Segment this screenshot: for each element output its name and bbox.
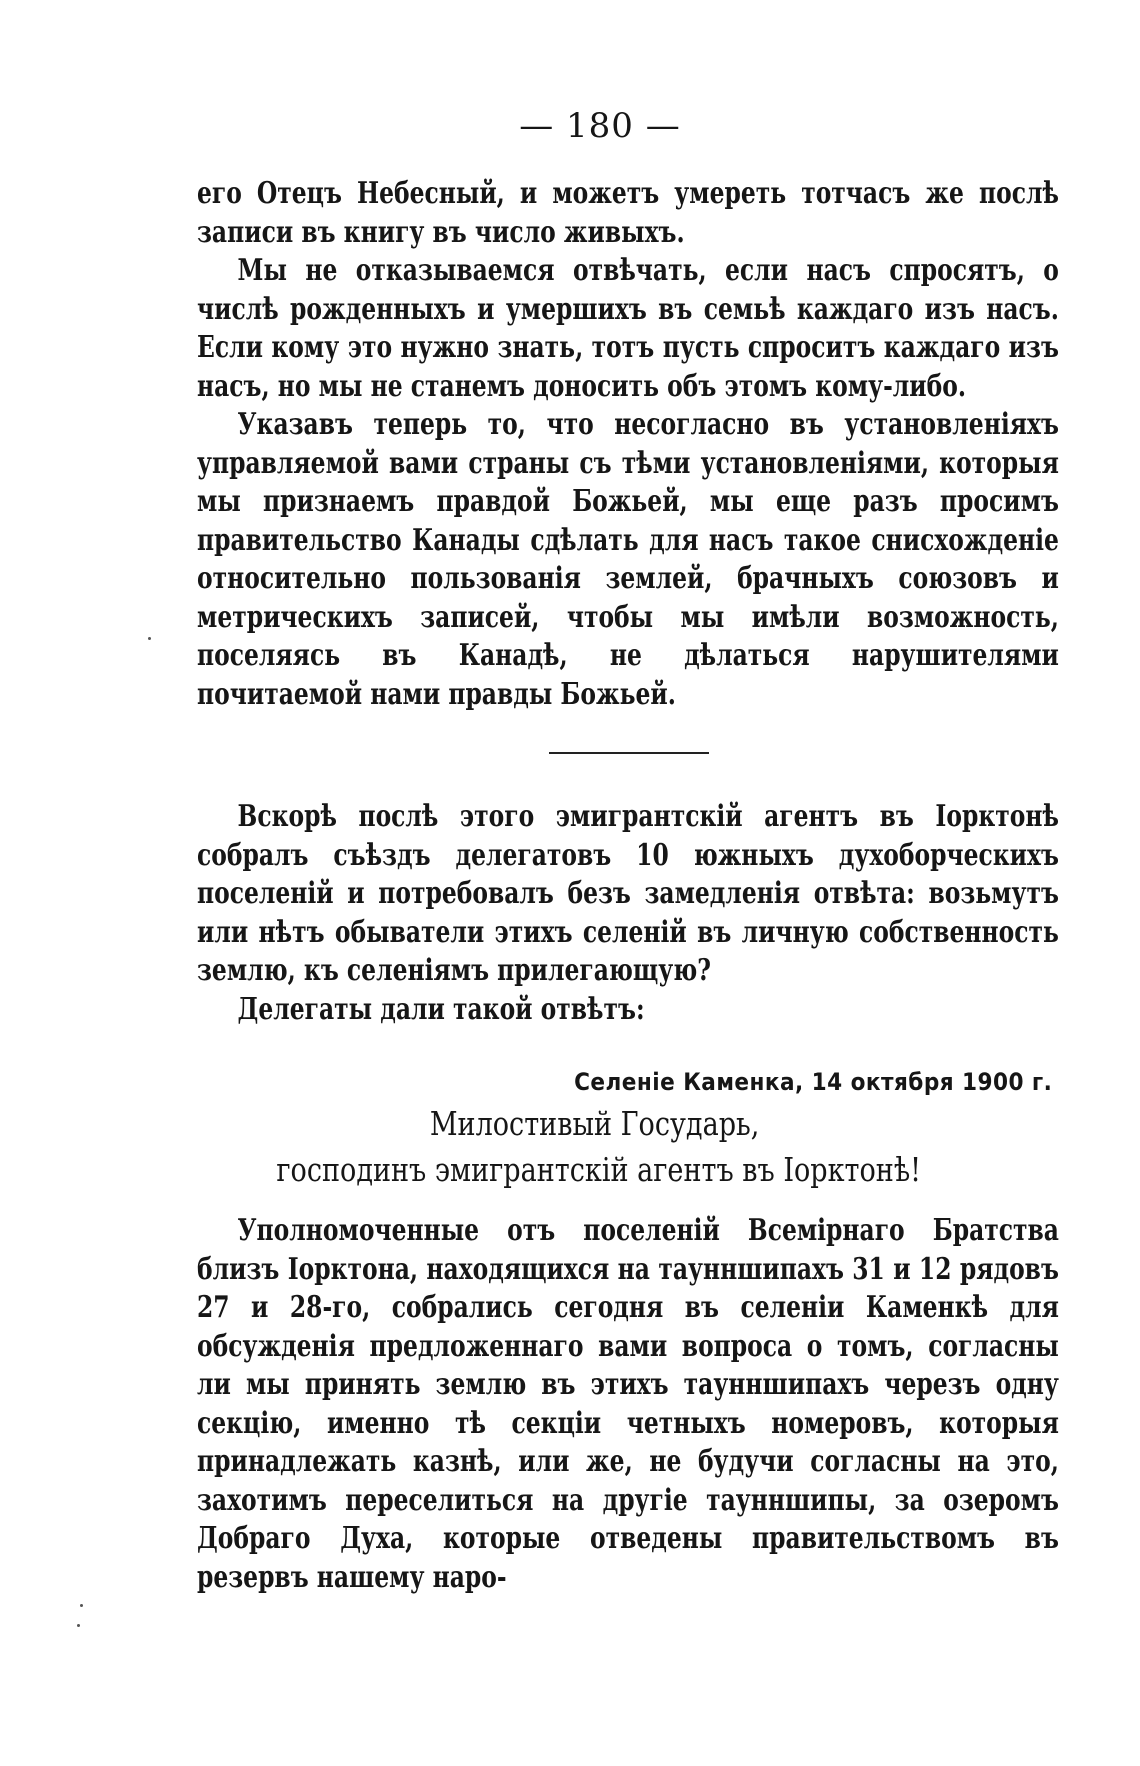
text-block-middle	[197, 798, 1059, 1029]
letter-salutation: Милостивый Государь,	[429, 1104, 760, 1143]
scan-speck	[77, 1624, 80, 1627]
paragraph: Уполномоченные отъ поселеній Всемірнаго Братства близъ Іорктона, находящихся на таунншипахъ 31 и 12 рядовъ 27 и 28-го, собрались сегодня въ селеніи Каменкѣ для обсужденія предложеннаго вами вопроса о томъ, согласны ли мы принять землю въ этихъ таунншипахъ черезъ одну секцію, именно тѣ секціи четныхъ номеровъ, которыя принадлежать казнѣ, или же, не будучи согласны на это, захотимъ переселиться на другіе таунншипы, за озеромъ Добраго Духа, которые отведены правительствомъ въ резервъ нашему наро-	[197, 1213, 1059, 1595]
letter-body	[197, 1212, 1059, 1597]
page-number: — 180 —	[519, 106, 681, 146]
scan-speck	[148, 637, 151, 640]
section-divider	[549, 752, 709, 754]
paragraph: Указавъ теперь то, что несогласно въ установленіяхъ управляемой вами страны съ тѣми установленіями, которыя мы признаемъ правдой Божьей, мы еще разъ просимъ правительство Канады сдѣлать для насъ такое снисхожденіе относительно пользованія землей, брачныхъ союзовъ и метрическихъ записей, чтобы мы имѣли возможность, поселяясь въ Канадѣ, не дѣлаться нарушителями почитаемой нами правды Божьей.	[197, 407, 1059, 712]
paragraph: Вскорѣ послѣ этого эмигрантскій агентъ въ Іорктонѣ собралъ съѣздъ делегатовъ 10 южныхъ духоборческихъ поселеній и потребовалъ безъ замедленія отвѣта: возьмутъ или нѣтъ обыватели этихъ селеній въ личную собственность землю, къ селеніямъ прилегающую?	[197, 799, 1059, 988]
paragraph: Делегаты дали такой отвѣтъ:	[237, 991, 645, 1027]
paragraph-continuation: его Отецъ Небесный, и можетъ умереть тотчасъ же послѣ записи въ книгу въ число живыхъ.	[197, 176, 1059, 250]
scan-speck	[80, 1604, 83, 1607]
letter-addressee: господинъ эмигрантскій агентъ въ Іорктонѣ!	[276, 1150, 922, 1189]
text-block-top	[197, 175, 1059, 714]
letter-dateline: Селеніе Каменка, 14 октября 1900 г.	[573, 1068, 1052, 1096]
paragraph: Мы не отказываемся отвѣчать, если насъ спросятъ, о числѣ рожденныхъ и умершихъ въ семьѣ каждаго изъ насъ. Если кому это нужно знать, тотъ пусть спроситъ каждаго изъ насъ, но мы не станемъ доносить объ этомъ кому-либо.	[197, 253, 1059, 404]
